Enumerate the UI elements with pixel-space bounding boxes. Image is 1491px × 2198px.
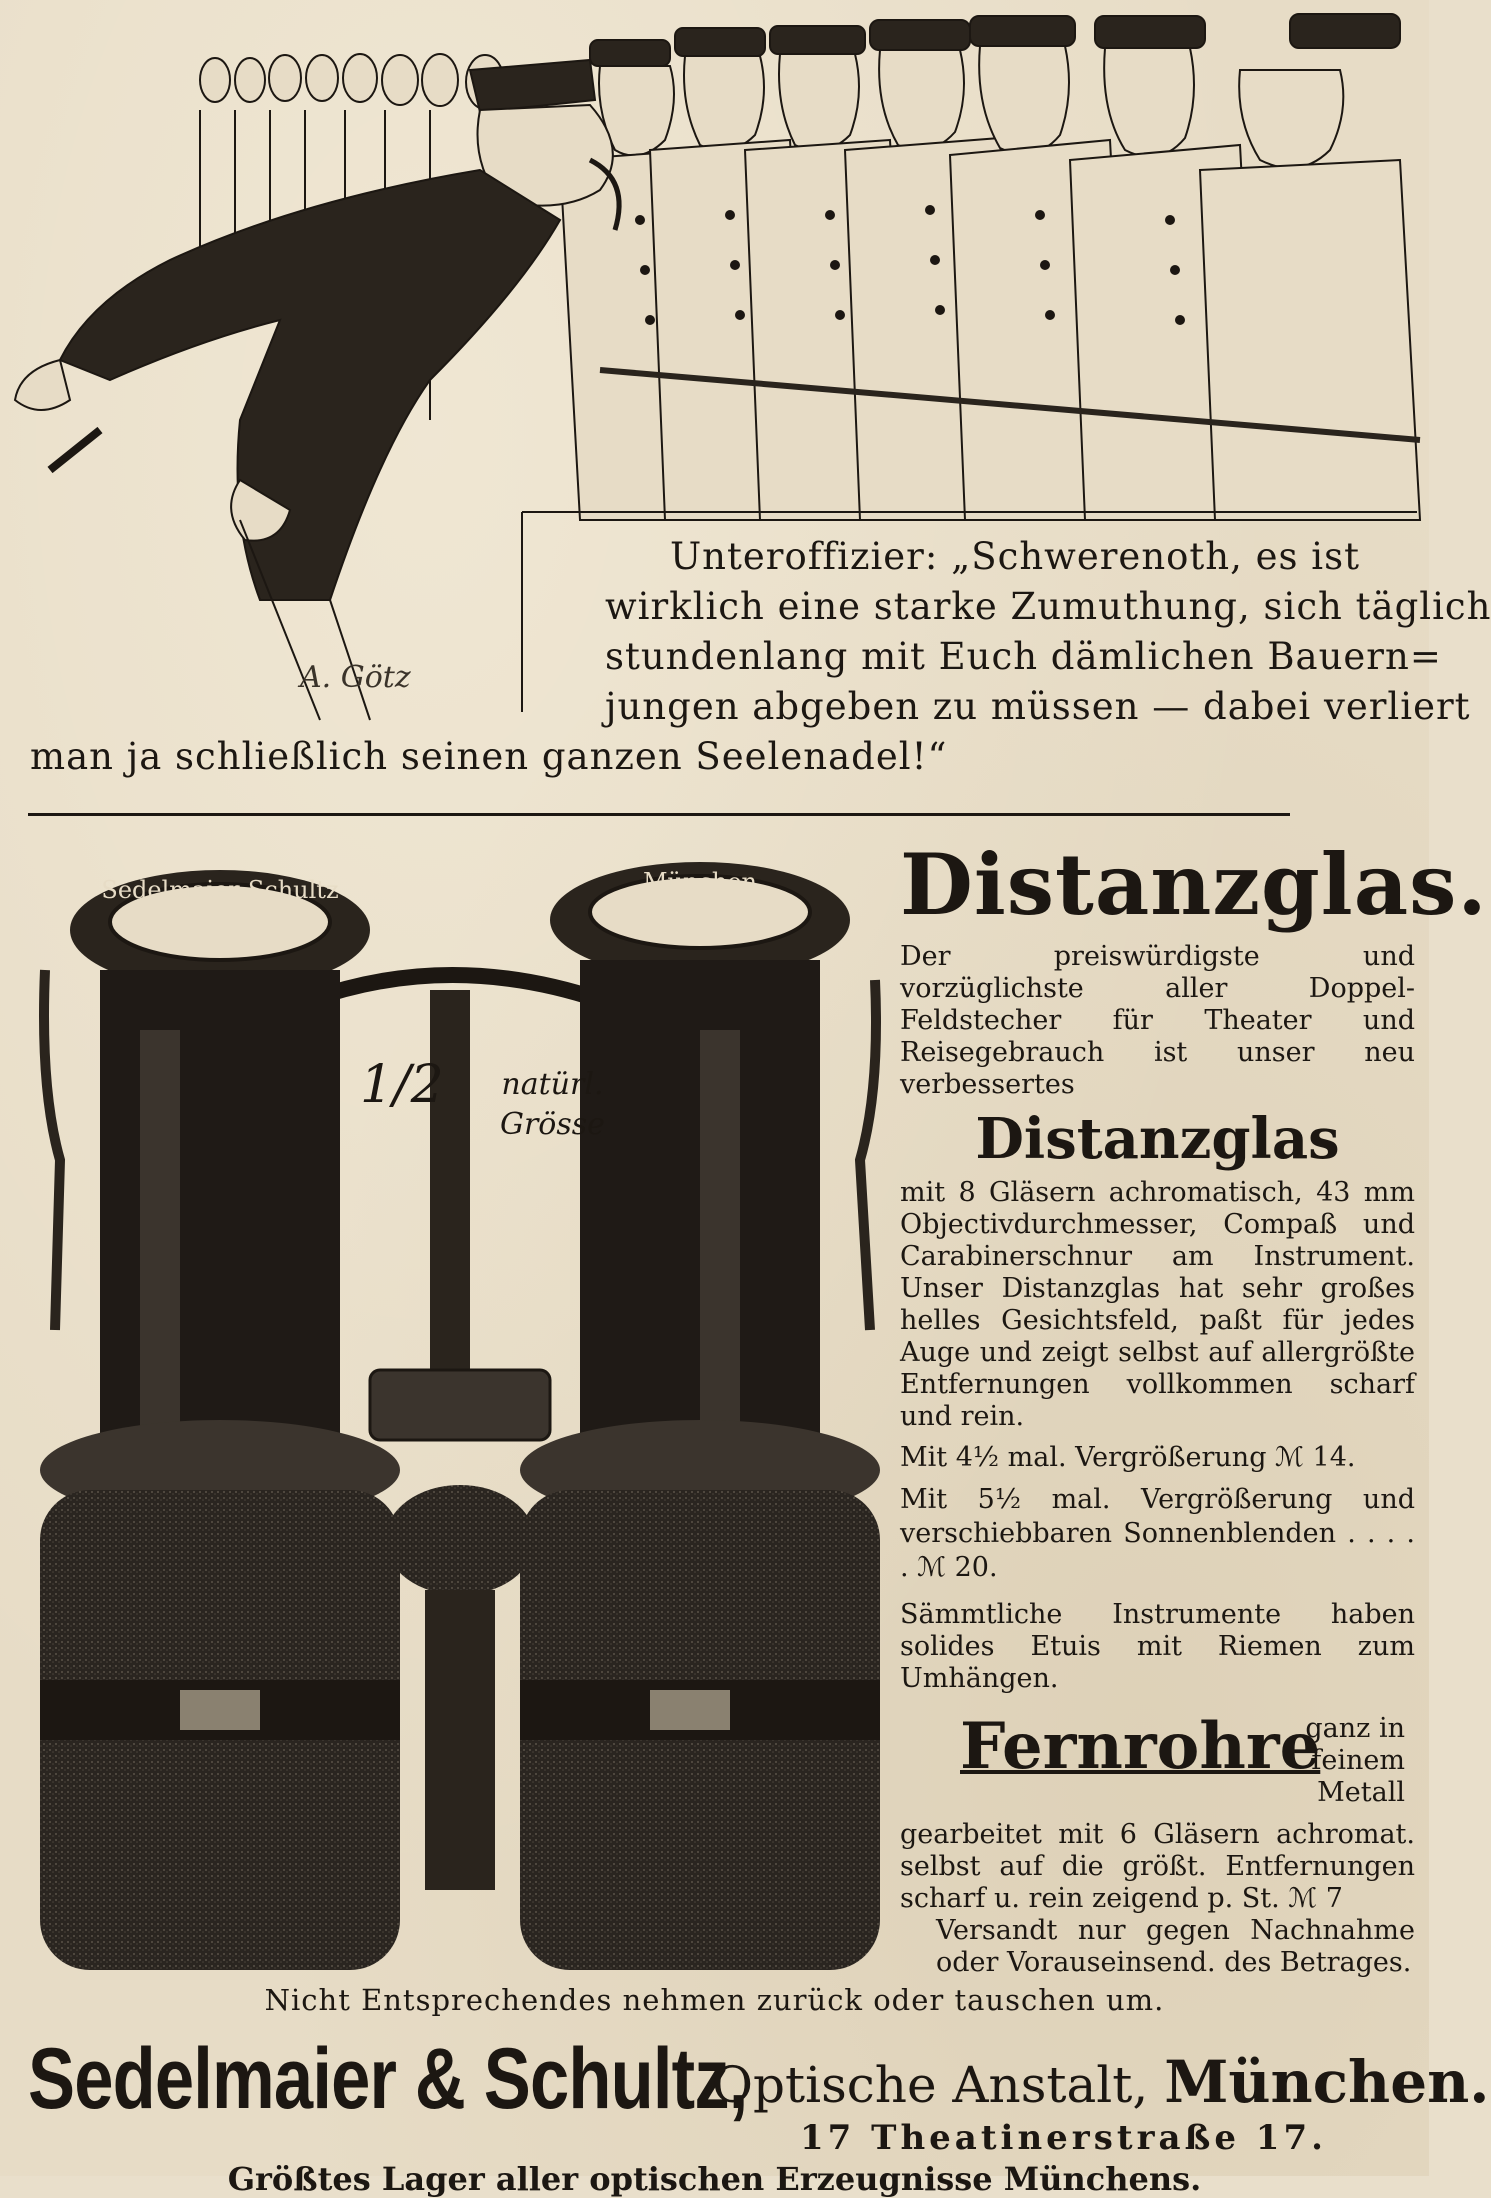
- caption-line-3: stundenlang mit Euch dämlichen Bauern=: [605, 635, 1442, 678]
- telescope-text: gearbeitet mit 6 Gläsern achromat. selbst auf die größt. Entfernungen scharf u. rein zeigend p. St. ℳ 7: [900, 1819, 1415, 1914]
- street-address: 17 Theatinerstraße 17.: [800, 2118, 1327, 2158]
- city-name: München.: [1164, 2048, 1490, 2116]
- binoculars-illustration: [0, 830, 900, 1985]
- footer-slogan: Größtes Lager aller optischen Erzeugnisse Münchens.: [227, 2160, 1202, 2198]
- scale-fraction: 1/2: [360, 1055, 444, 1115]
- soldier-row: [560, 14, 1420, 520]
- shouting-nco: [15, 60, 619, 720]
- caption-line-1: Unteroffizier: „Schwerenoth, es ist: [670, 535, 1360, 578]
- caption-line-2: wirklich eine starke Zumuthung, sich täglich: [605, 585, 1491, 628]
- return-notice: Nicht Entsprechendes nehmen zurück oder tauschen um.: [264, 1983, 1165, 2017]
- ad-description: mit 8 Gläsern achromatisch, 43 mm Objectivdurchmesser, Compaß und Carabinerschnur am Instrument. Unser Distanzglas hat sehr großes helles Gesichtsfeld, paßt für jedes Auge und zeigt selbst auf allergrößte Entfernungen vollkommen scharf und rein.: [900, 1177, 1415, 1432]
- caption-line-5: man ja schließlich seinen ganzen Seelenadel!“: [30, 735, 948, 778]
- scale-note-line2: Grösse: [500, 1107, 605, 1142]
- price-option-1: Mit 4½ mal. Vergrößerung ℳ 14.: [900, 1442, 1356, 1473]
- left-eyepiece-engraving: Sedelmaier-Schultz: [101, 876, 339, 904]
- institute-line: [712, 2048, 1489, 2116]
- ad-headline: Distanzglas.: [900, 835, 1488, 934]
- institute-label: Optische Anstalt,: [712, 2056, 1149, 2114]
- etuis-note: Sämmtliche Instrumente haben solides Etuis mit Riemen zum Umhängen.: [900, 1599, 1415, 1694]
- right-eyepiece-engraving: München: [642, 868, 758, 896]
- telescope-side-line1: ganz in: [1305, 1713, 1405, 1744]
- section-divider: [28, 813, 1290, 816]
- ad-intro: Der preiswürdigste und vorzüglichste aller Doppel-Feldstecher für Theater und Reisegebrauch ist unser neu verbessertes: [900, 941, 1415, 1100]
- telescope-side-note: [1305, 1713, 1405, 1809]
- caption-line-4: jungen abgeben zu müssen — dabei verliert: [605, 685, 1471, 728]
- ad-subheadline: Distanzglas: [975, 1106, 1340, 1172]
- artist-signature: A. Götz: [300, 660, 411, 695]
- telescope-heading-block: [900, 1709, 1415, 1819]
- scale-note-line1: natürl.: [501, 1067, 604, 1102]
- telescope-side-line3: Metall: [1317, 1777, 1405, 1808]
- ad-text-column: [900, 835, 1488, 1979]
- company-name: Sedelmaier & Schultz,: [28, 2031, 748, 2127]
- shipping-terms: Versandt nur gegen Nachnahme oder Vorauseinsend. des Betrages.: [936, 1915, 1415, 1978]
- telescope-heading: Fernrohre: [960, 1709, 1321, 1784]
- scale-note: [500, 1065, 605, 1145]
- telescope-side-line2: feinem: [1311, 1745, 1405, 1776]
- price-option-2: Mit 5½ mal. Vergrößerung und verschiebbaren Sonnenblenden . . . . . ℳ 20.: [900, 1484, 1415, 1583]
